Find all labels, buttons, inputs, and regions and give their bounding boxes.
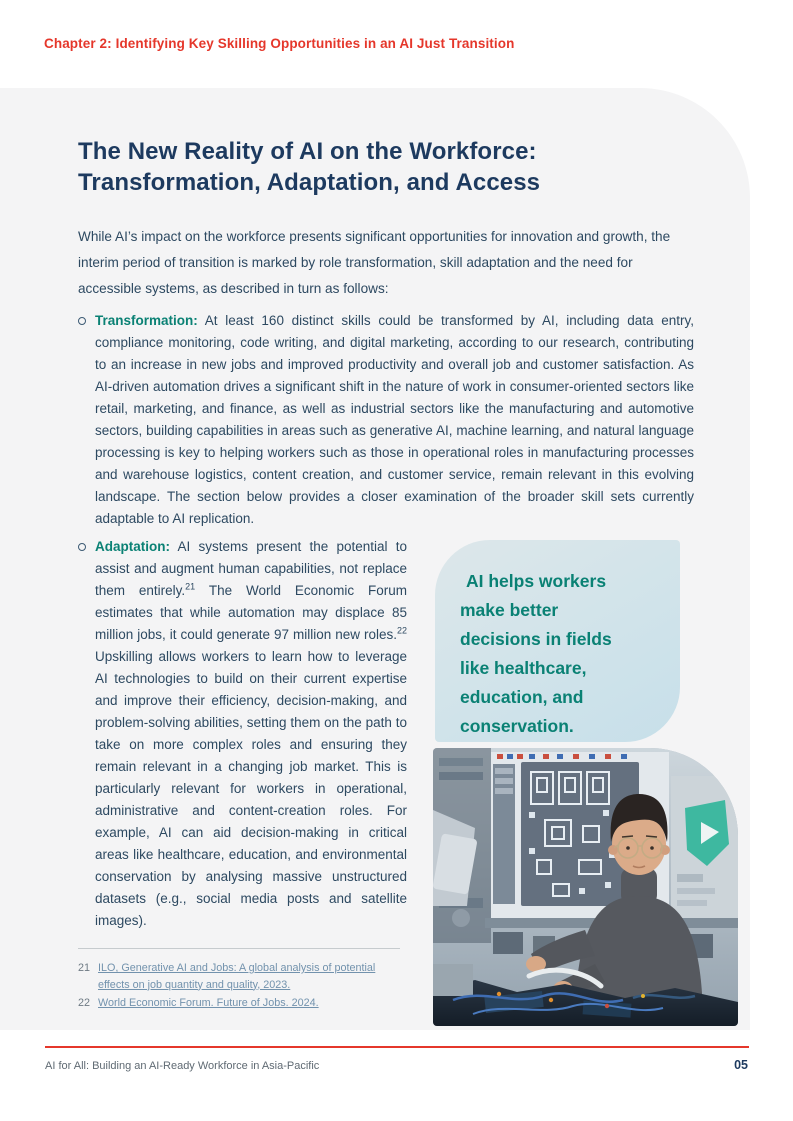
page-title-line2: Transformation, Adaptation, and Access	[78, 169, 541, 196]
footnote-link-ilo[interactable]: ILO, Generative AI and Jobs: A global analysis of potential effects on job quantity and quality, 2023.	[98, 962, 376, 991]
footnote-21	[78, 960, 408, 993]
footnotes	[78, 960, 408, 1014]
page-title	[78, 136, 698, 198]
callout-box	[435, 540, 680, 742]
footnote-22	[78, 995, 408, 1012]
bullet-transformation	[78, 310, 694, 530]
adaptation-paragraph	[95, 536, 407, 932]
adaptation-lead: Adaptation:	[95, 539, 170, 554]
page-title-line1: The New Reality of AI on the Workforce:	[78, 138, 537, 165]
callout-text: AI helps workers make better decisions in fields like healthcare, education, and conservation.	[460, 571, 612, 736]
chapter-header: Chapter 2: Identifying Key Skilling Opportunities in an AI Just Transition	[44, 36, 515, 51]
adaptation-text-2: The World Economic Forum estimates that while automation may displace 85 million jobs, it could generate 97 million new roles.	[95, 583, 408, 642]
engineer-photo	[433, 748, 738, 1026]
intro-paragraph: While AI’s impact on the workforce presents significant opportunities for innovation and growth, the interim period of transition is marked by role transformation, skill adaptation and the need for accessible systems, as described in turn as follows:	[78, 229, 671, 296]
page-number: 05	[734, 1058, 748, 1072]
footnote-number: 21	[78, 962, 91, 974]
footnote-ref-21: 21	[185, 581, 196, 592]
engineer-photo-illustration	[433, 748, 738, 1026]
transformation-body: At least 160 distinct skills could be transformed by AI, including data entry, compliance monitoring, code writing, and digital marketing, according to our research, contributing to an increase in new jobs and improved productivity and overall job and customer satisfaction. As AI-driven automation drives a significant shift in the nature of work in consumer-oriented sectors like retail, marketing, and finance, as well as industrial sectors like the manufacturing and automotive sectors, building capabilities in areas such as generative AI, machine learning, and natural language processing is key to helping workers such as those in operational roles in manufacturing processes and warehouse logistics, content creation, and customer service, remain relevant in this evolving landscape. The section below provides a closer examination of the broader skill sets currently adaptable to AI replication.	[95, 313, 694, 526]
bullet-circle-icon	[78, 536, 95, 932]
footnote-ref-22: 22	[396, 625, 407, 636]
content-card	[0, 88, 750, 1030]
transformation-lead: Transformation:	[95, 313, 198, 328]
footnote-number: 22	[78, 997, 91, 1009]
transformation-paragraph	[95, 310, 694, 530]
footer-report-title: AI for All: Building an AI-Ready Workforce in Asia-Pacific	[45, 1060, 320, 1072]
footnote-divider	[78, 948, 400, 949]
bullet-circle-icon	[78, 310, 95, 530]
adaptation-text-3: Upskilling allows workers to learn how to leverage AI technologies to build on their current expertise and improve their efficiency, decision-making, and problem-solving abilities, setting them on the path to take on more complex roles and ensuring they remain relevant in a changing job market. This is particularly relevant for workers in operational, administrative and content-creation roles. For example, AI can aid decision-making in critical areas like healthcare, education, and environmental conservation by analysing massive unstructured datasets (e.g., social media posts and satellite images).	[95, 649, 407, 928]
footnote-link-wef[interactable]: World Economic Forum. Future of Jobs. 2024.	[98, 997, 319, 1009]
footer-rule	[45, 1046, 749, 1048]
bullet-adaptation	[78, 536, 407, 932]
adaptation-text-1: AI systems present the potential to assist and augment human capabilities, not replace them entirely.	[95, 539, 407, 598]
